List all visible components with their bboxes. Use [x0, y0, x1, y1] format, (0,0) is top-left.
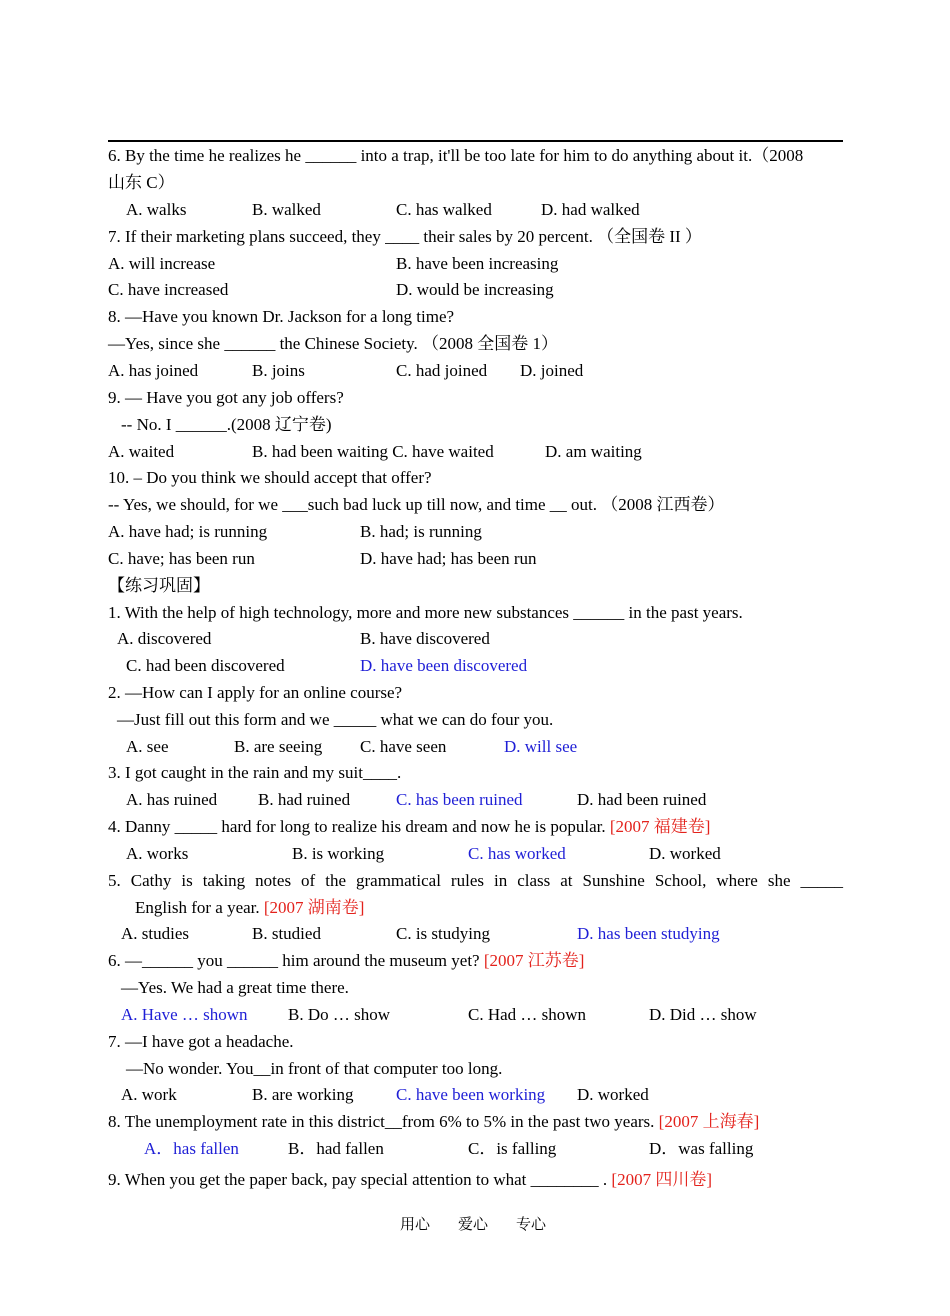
p3-option-b: B. had ruined	[258, 790, 351, 809]
q7-option-b: B. have been increasing	[396, 254, 559, 273]
p2-line2: —Just fill out this form and we _____ what we can do four you.	[117, 710, 554, 729]
p4-option-d: D. worked	[649, 844, 721, 863]
p8-option-b: B．had fallen	[288, 1139, 384, 1158]
q7-stem: 7. If their marketing plans succeed, they ____ their sales by 20 percent. （全国卷 II ）	[108, 227, 702, 246]
footer-word-2: 爱心	[458, 1217, 489, 1233]
p3-option-d: D. had been ruined	[577, 790, 707, 809]
q8-option-a: A. has joined	[108, 361, 199, 380]
p5-option-d-answer: D. has been studying	[577, 924, 720, 943]
p7-option-d: D. worked	[577, 1085, 649, 1104]
p5-stem-line2-wrap	[135, 898, 364, 918]
q10-option-a: A. have had; is running	[108, 522, 268, 541]
p6-option-d: D. Did … show	[649, 1005, 757, 1024]
p2-option-c: C. have seen	[360, 737, 447, 756]
p3-option-c-answer: C. has been ruined	[396, 790, 523, 809]
q7-option-a: A. will increase	[108, 254, 216, 273]
p6-source: [2007 江苏卷]	[483, 951, 585, 970]
header-rule	[108, 140, 843, 142]
q8-option-d: D. joined	[520, 361, 584, 380]
p8-option-d: D．was falling	[649, 1139, 754, 1158]
p5-option-a: A. studies	[121, 924, 189, 943]
p5-option-b: B. studied	[252, 924, 321, 943]
practice-heading: 【练习巩固】	[108, 576, 210, 595]
p6-reply: —Yes. We had a great time there.	[121, 978, 349, 997]
p2-option-b: B. are seeing	[234, 737, 323, 756]
q10-line1: 10. – Do you think we should accept that offer?	[108, 468, 432, 487]
p1-option-a: A. discovered	[117, 629, 212, 648]
p6-option-c: C. Had … shown	[468, 1005, 587, 1024]
p7-option-a: A. work	[121, 1085, 177, 1104]
p6-option-b: B. Do … show	[288, 1005, 391, 1024]
q9-option-a: A. waited	[108, 442, 175, 461]
p8-option-a-answer: A．has fallen	[144, 1139, 239, 1158]
q9-option-bc: B. had been waiting C. have waited	[252, 442, 494, 461]
q6-option-c: C. has walked	[396, 200, 492, 219]
p2-line1: 2. —How can I apply for an online course?	[108, 683, 403, 702]
p9-stem: 9. When you get the paper back, pay special attention to what ________ .	[108, 1170, 608, 1189]
p5-stem-line2: English for a year.	[135, 898, 260, 917]
p4-stem: 4. Danny _____ hard for long to realize his dream and now he is popular.	[108, 817, 606, 836]
p7-option-c-answer: C. have been working	[396, 1085, 546, 1104]
p2-option-a: A. see	[126, 737, 169, 756]
p6-stem-line	[108, 951, 584, 971]
p1-option-b: B. have discovered	[360, 629, 490, 648]
q10-option-c: C. have; has been run	[108, 549, 255, 568]
p8-option-c: C．is falling	[468, 1139, 557, 1158]
p5-stem-line1: 5. Cathy is taking notes of the grammatical rules in class at Sunshine School, where she _____	[108, 871, 843, 890]
q6-option-a: A. walks	[126, 200, 187, 219]
q8-line1: 8. —Have you known Dr. Jackson for a long time?	[108, 307, 455, 326]
p4-source: [2007 福建卷]	[609, 817, 711, 836]
p3-stem: 3. I got caught in the rain and my suit____.	[108, 763, 402, 782]
p4-option-b: B. is working	[292, 844, 385, 863]
p5-option-c: C. is studying	[396, 924, 490, 943]
p1-stem: 1. With the help of high technology, more and more new substances ______ in the past years.	[108, 603, 743, 622]
footer-word-3: 专心	[516, 1217, 547, 1233]
page-footer	[400, 1213, 574, 1234]
q9-line2: -- No. I ______.(2008 辽宁卷)	[121, 415, 332, 434]
p1-option-c: C. had been discovered	[126, 656, 285, 675]
q6-option-b: B. walked	[252, 200, 321, 219]
q9-line1: 9. — Have you got any job offers?	[108, 388, 344, 407]
p9-stem-line	[108, 1170, 712, 1190]
p5-source: [2007 湖南卷]	[263, 898, 365, 917]
q9-option-d: D. am waiting	[545, 442, 642, 461]
p8-stem-line	[108, 1112, 759, 1132]
q7-option-d: D. would be increasing	[396, 280, 554, 299]
p8-stem: 8. The unemployment rate in this district__from 6% to 5% in the past two years.	[108, 1112, 655, 1131]
q10-option-b: B. had; is running	[360, 522, 482, 541]
p7-line2: —No wonder. You__in front of that computer too long.	[126, 1059, 503, 1078]
q6-stem-line2: 山东 C）	[108, 173, 175, 192]
q6-option-d: D. had walked	[541, 200, 640, 219]
p4-option-a: A. works	[126, 844, 189, 863]
p4-stem-line	[108, 817, 710, 837]
q8-option-c: C. had joined	[396, 361, 488, 380]
footer-word-1: 用心	[400, 1217, 431, 1233]
q8-option-b: B. joins	[252, 361, 305, 380]
q8-line2: —Yes, since she ______ the Chinese Society. （2008 全国卷 1）	[108, 334, 559, 353]
p2-option-d-answer: D. will see	[504, 737, 578, 756]
p3-option-a: A. has ruined	[126, 790, 218, 809]
p4-option-c-answer: C. has worked	[468, 844, 566, 863]
p9-source: [2007 四川卷]	[611, 1170, 712, 1189]
q7-option-c: C. have increased	[108, 280, 229, 299]
p7-line1: 7. —I have got a headache.	[108, 1032, 294, 1051]
p6-option-a-answer: A. Have … shown	[121, 1005, 248, 1024]
p6-stem: 6. —______ you ______ him around the museum yet?	[108, 951, 480, 970]
p8-source: [2007 上海春]	[658, 1112, 760, 1131]
p1-option-d-answer: D. have been discovered	[360, 656, 528, 675]
p7-option-b: B. are working	[252, 1085, 354, 1104]
q6-stem-line1: 6. By the time he realizes he ______ into a trap, it'll be too late for him to do anything about it.（2008	[108, 146, 804, 165]
q10-line2: -- Yes, we should, for we ___such bad luck up till now, and time __ out. （2008 江西卷）	[108, 495, 725, 514]
q10-option-d: D. have had; has been run	[360, 549, 537, 568]
